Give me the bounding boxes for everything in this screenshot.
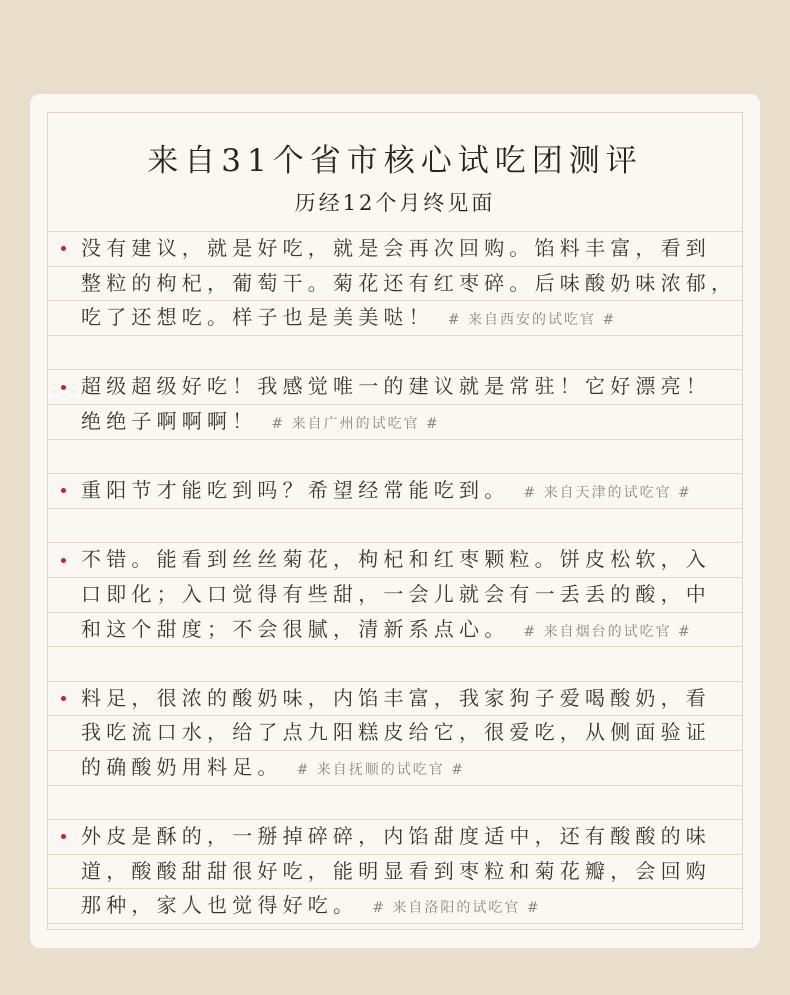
reviewer-source: # 来自烟台的试吃官 #	[523, 623, 692, 640]
review-text-line	[48, 404, 742, 439]
reviewer-source: # 来自西安的试吃官 #	[447, 312, 617, 329]
review-text: 料足，很浓的酸奶味，内馅丰富，我家狗子爱喝酸奶，看	[81, 685, 711, 710]
review-item	[48, 819, 742, 923]
review-text-line	[48, 231, 742, 266]
review-text: 的确酸奶用料足。	[81, 754, 283, 779]
review-text-line	[48, 888, 742, 923]
review-text: 那种，家人也觉得好吃。	[81, 893, 359, 918]
reviewer-source: # 来自抚顺的试吃官 #	[296, 761, 465, 778]
review-text: 外皮是酥的，一掰掉碎碎，内馅甜度适中，还有酸酸的味	[81, 824, 711, 849]
ruled-line	[48, 646, 742, 647]
review-text-line	[48, 715, 742, 750]
review-text-line	[48, 854, 742, 889]
review-item	[48, 681, 742, 785]
review-text: 整粒的枸杞，葡萄干。菊花还有红枣碎。后味酸奶味浓郁，	[81, 270, 737, 295]
review-text: 重阳节才能吃到吗？希望经常能吃到。	[81, 478, 510, 503]
review-text: 我吃流口水，给了点九阳糕皮给它，很爱吃，从侧面验证	[81, 720, 711, 745]
review-item	[48, 542, 742, 646]
page-subtitle: 历经12个月终见面	[294, 191, 496, 215]
reviewer-source: # 来自广州的试吃官 #	[271, 415, 440, 432]
review-text-line	[48, 750, 742, 785]
review-text: 没有建议，就是好吃，就是会再次回购。馅料丰富，看到	[81, 236, 711, 260]
review-text-line	[48, 577, 742, 612]
review-text-line	[48, 542, 742, 577]
review-text-line	[48, 473, 742, 508]
review-text: 超级超级好吃！我感觉唯一的建议就是常驻！它好漂亮！	[81, 374, 711, 399]
review-item	[48, 231, 742, 335]
review-text: 道，酸酸甜甜很好吃，能明显看到枣粒和菊花瓣，会回购	[81, 858, 711, 883]
bullet-dot	[61, 558, 66, 563]
reviewer-source: # 来自天津的试吃官 #	[523, 485, 692, 502]
review-text-line	[48, 300, 742, 335]
ruled-line	[48, 923, 742, 924]
review-text: 口即化；入口觉得有些甜，一会儿就会有一丢丢的酸，中	[81, 581, 711, 606]
review-text-line	[48, 681, 742, 716]
review-text-line	[48, 369, 742, 404]
review-text-line	[48, 266, 742, 301]
review-frame	[47, 112, 743, 930]
review-text-line	[48, 819, 742, 854]
reviewer-source: # 来自洛阳的试吃官 #	[372, 900, 541, 917]
review-text: 不错。能看到丝丝菊花，枸杞和红枣颗粒。饼皮松软，入	[81, 547, 711, 572]
bullet-dot	[61, 385, 66, 390]
page-title: 来自31个省市核心试吃团测评	[147, 143, 643, 179]
review-item	[48, 473, 742, 508]
review-item	[48, 369, 742, 438]
review-text: 绝绝子啊啊啊！	[81, 408, 258, 433]
review-text: 和这个甜度；不会很腻，清新系点心。	[81, 616, 510, 641]
review-card	[30, 94, 760, 948]
review-text: 吃了还想吃。样子也是美美哒！	[81, 305, 434, 330]
review-text-line	[48, 612, 742, 647]
